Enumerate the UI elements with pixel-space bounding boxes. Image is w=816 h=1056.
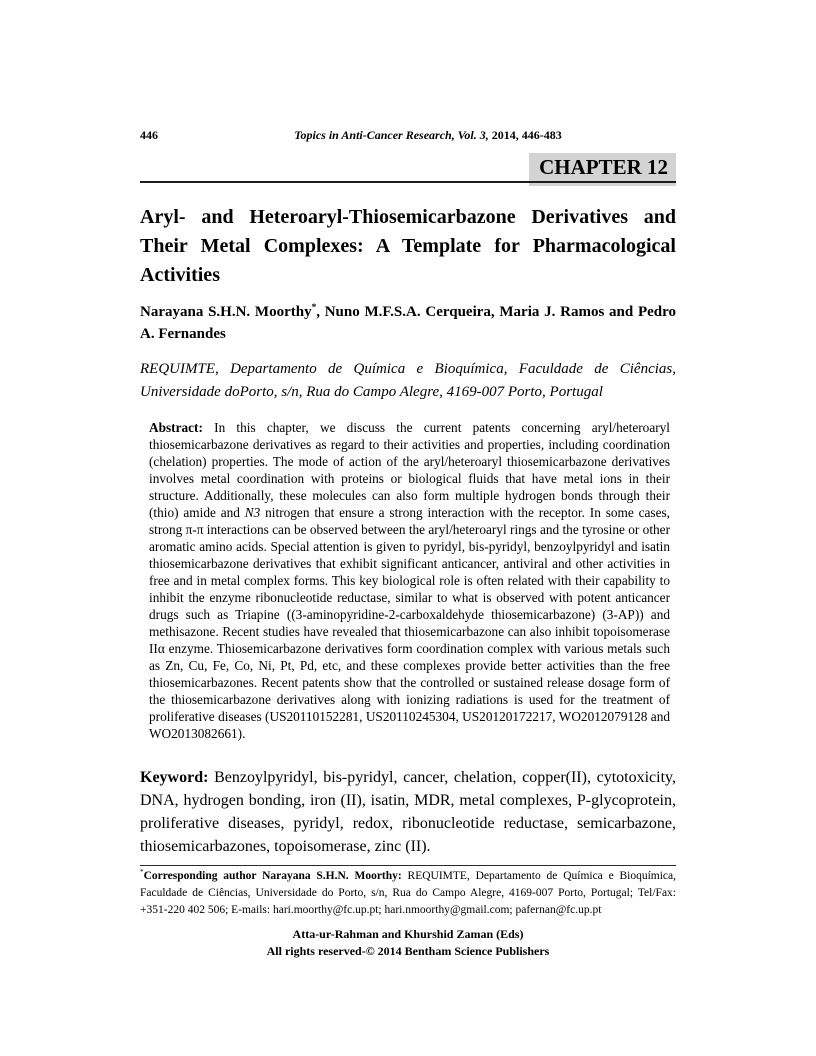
editors-line: Atta-ur-Rahman and Khurshid Zaman (Eds) bbox=[292, 927, 524, 941]
running-title bbox=[140, 128, 676, 143]
footnote-marker: * bbox=[140, 868, 144, 877]
abstract-text-part2: nitrogen that ensure a strong interaction with the receptor. In some cases, strong π-π interactions can be observed between the aryl/heteroaryl rings and the tyrosine or other aromatic amino acids. Special attention is given to pyridyl, bis-pyridyl, benzoylpyridyl and isatin thiosemicarbazone derivatives that exhibit significant anticancer, antiviral and other activities in free and in metal complex forms. This key biological role is often related with their capability to inhibit the enzyme ribonucleotide reductase, similar to what is observed with potent anticancer drugs such as Triapine ((3-aminopyridine-2-carboxaldehyde thiosemicarbazone) (3-AP)) and methisazone. Recent studies have revealed that thiosemicarbazone can also inhibit topoisomerase IIα enzyme. Thiosemicarbazone derivatives form coordination complex with various metals such as Zn, Cu, Fe, Co, Ni, Pt, Pd, etc, and these complexes provide better activities than the free thiosemicarbazones. Recent patents show that the controlled or sustained release dosage form of the thiosemicarbazone derivatives along with ionizing radiations is used for the treatment of proliferative diseases (US20110152281, US20110245304, US20120172217, WO2012079128 and WO2013082661). bbox=[149, 505, 670, 741]
keywords-section bbox=[140, 766, 676, 858]
corresponding-author-footnote bbox=[140, 868, 676, 919]
affiliation: REQUIMTE, Departamento de Química e Bioquímica, Faculdade de Ciências, Universidade doPorto, s/n, Rua do Campo Alegre, 4169-007 Porto, Portugal bbox=[140, 361, 676, 400]
footnote-rule bbox=[140, 865, 676, 866]
chapter-label: CHAPTER 12 bbox=[539, 155, 668, 179]
footnote-label: Corresponding author Narayana S.H.N. Moorthy: bbox=[143, 870, 402, 882]
page-number: 446 bbox=[140, 128, 158, 142]
abstract-italic-term: N3 bbox=[244, 505, 261, 520]
author-corresponding: Narayana S.H.N. Moorthy bbox=[140, 304, 312, 320]
chapter-rule bbox=[140, 181, 676, 183]
running-title-italic: Topics in Anti-Cancer Research, Vol. 3, bbox=[294, 128, 489, 142]
footnote-text: REQUIMTE, Departamento de Química e Bioquímica, Faculdade de Ciências, Universidade do Porto, s/n, Rua do Campo Alegre, 4169-007 Porto, Portugal; Tel/Fax: +351-220 402 506; E-mails: hari.moorthy@fc.up.pt; hari.nmoorthy@gmail.com; pafernan@fc.up.pt bbox=[140, 870, 677, 916]
keywords-label: Keyword: bbox=[140, 769, 209, 786]
chapter-header-row bbox=[140, 153, 676, 186]
keywords-text: Benzoylpyridyl, bis-pyridyl, cancer, chelation, copper(II), cytotoxicity, DNA, hydrogen bonding, iron (II), isatin, MDR, metal complexes, P-glycoprotein, proliferative diseases, pyridyl, redox, ribonucleotide reductase, semicarbazone, thiosemicarbazones, topoisomerase, zinc (II). bbox=[140, 769, 676, 855]
copyright-line: All rights reserved-© 2014 Bentham Science Publishers bbox=[266, 944, 550, 958]
authors-rest: , Nuno M.F.S.A. Cerqueira, Maria J. Ramos and Pedro A. Fernandes bbox=[140, 304, 677, 342]
book-footer bbox=[140, 926, 676, 960]
abstract-section bbox=[149, 419, 670, 742]
abstract-text-part1: In this chapter, we discuss the current patents concerning aryl/heteroaryl thiosemicarbazone derivatives as regard to their activities and properties, including coordination (chelation) properties. The mode of action of the aryl/heteroaryl thiosemicarbazone derivatives involves metal coordination with proteins or biological fluids that have metal ions in their structure. Additionally, these molecules can also form multiple hydrogen bonds through their (thio) amide and bbox=[149, 420, 671, 520]
running-title-suffix: 2014, 446-483 bbox=[488, 128, 562, 142]
abstract-label: Abstract: bbox=[149, 420, 203, 435]
running-header bbox=[140, 128, 676, 144]
corresponding-author-marker: * bbox=[311, 303, 317, 313]
authors-line bbox=[140, 301, 676, 345]
chapter-title: Aryl- and Heteroaryl-Thiosemicarbazone Derivatives and Their Metal Complexes: A Template for Pharmacological Activities bbox=[140, 206, 676, 286]
